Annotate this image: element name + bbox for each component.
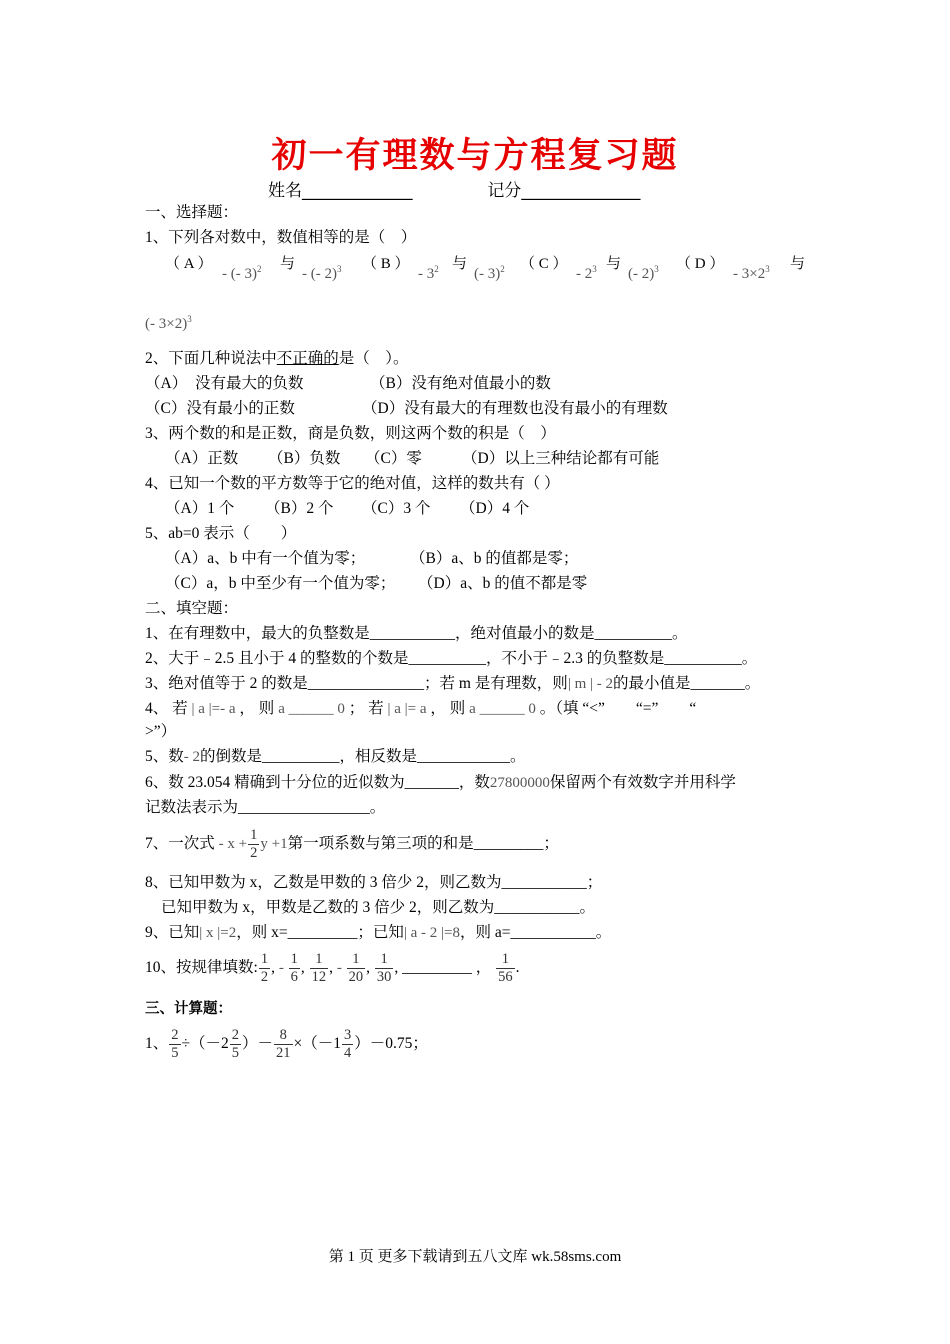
q3-1-frac4: $\frac{3}{4}$: [344, 1026, 352, 1061]
q1-3-option-d: （D）以上三种结论都有可能: [462, 450, 660, 467]
q2-10-comma: ,: [271, 959, 279, 976]
name-score-row: [268, 176, 640, 201]
q2-7: 7、一次式 - x + $\frac{1}{2}$ y +1第一项系数与第三项的和是_________；: [145, 826, 559, 861]
q2-10-fraction: $\frac{1}{2}$: [260, 950, 269, 985]
q1-2-option-a: （A） 没有最大的负数: [145, 375, 304, 392]
q2-10-fraction: $\frac{1}{30}$: [376, 950, 392, 985]
q1-3-option-a: （A）正数: [165, 450, 239, 467]
q2-6: 6、数 23.054 精确到十分位的近似数为_______，数27800000保留两个有效数字并用科学: [145, 774, 736, 791]
q1-1-expr-c1: - $2^3$: [576, 264, 597, 282]
q2-10-fraction: $\frac{1}{20}$: [348, 950, 364, 985]
q1-3-option-b: （B）负数: [268, 450, 341, 467]
q1-5-option-c: （C）a，b 中至少有一个值为零；: [165, 575, 396, 592]
q2-9: 9、已知| x |=2，则 x=_________；已知| a - 2 |=8，则 a=___________。: [145, 924, 612, 941]
q2-1: 1、在有理数中，最大的负整数是___________，绝对值最小的数是__________。: [145, 625, 688, 642]
q1-1-option-d: （ D ）: [676, 256, 725, 272]
q3-1: 1、 $\frac{2}{5}$ ÷（－2 $\frac{2}{5}$ ）－ $\frac{8}{21}$ ×（－1 $\frac{3}{4}$ ）－0.75；: [145, 1026, 428, 1061]
section3-heading: 三、计算题：: [145, 1001, 232, 1017]
q1-5-option-a: （A）a、b 中有一个值为零；: [165, 550, 366, 567]
q1-2-option-c: （C）没有最小的正数: [145, 400, 295, 417]
q2-10: 10、按规律填数: $\frac{1}{2}$ , - $\frac{1}{6}$ , $\frac{1}{12}$ , - $\frac{1}{20}$ , $\frac{1}{30}$ , _________ ， $\frac{1}{56}$ .: [145, 950, 520, 985]
q1-1-expr-c2: (- 2)$^3$: [628, 264, 659, 282]
q2-10-comma: ,: [300, 959, 309, 976]
q1-2-option-b: （B）没有绝对值最小的数: [370, 375, 551, 392]
q3-1-frac1: $\frac{2}{5}$: [171, 1026, 179, 1061]
name-blank[interactable]: _____________: [302, 181, 413, 201]
q2-10-sign: -: [336, 960, 346, 976]
q1-1-with-b: 与: [452, 256, 468, 272]
q2-10-comma: ,: [329, 959, 337, 976]
q1-5-option-b: （B）a、b 的值都是零；: [410, 550, 579, 567]
q1-4-option-b: （B）2 个: [265, 500, 334, 517]
q1-2-stem: 2、下面几种说法中不正确的是（ ）。: [145, 350, 409, 367]
q2-4-cont: >”）: [145, 723, 177, 740]
q1-1-with-c: 与: [606, 256, 622, 272]
q2-3: 3、绝对值等于 2 的数是_______________；若 m 是有理数，则| m | - 2的最小值是_______。: [145, 675, 761, 692]
q1-1-expr-a1: - (- 3)$^2$: [222, 264, 262, 282]
q1-1-option-b: （ B ）: [362, 256, 410, 272]
q2-10-fraction: $\frac{1}{6}$: [290, 950, 298, 985]
q2-7-fraction: $\frac{1}{2}$: [250, 826, 258, 861]
q1-1-expr-d2: (- 3×2)$^3$: [145, 314, 192, 332]
score-blank[interactable]: ______________: [521, 181, 641, 201]
q2-10-sequence: [258, 950, 403, 985]
q1-3-option-c: （C）零: [365, 450, 422, 467]
q1-1-with-d: 与: [790, 256, 806, 272]
q2-10-sign: -: [278, 960, 288, 976]
q2-6-cont: 记数法表示为_________________。: [145, 799, 386, 816]
q2-10-comma: ,: [366, 959, 374, 976]
q2-10-last-fraction: $\frac{1}{56}$: [498, 950, 513, 985]
q1-5-stem: 5、ab=0 表示（ ）: [145, 525, 297, 542]
q1-1-expr-d1: - $3\times 2^3$: [733, 264, 770, 282]
page-title: 初一有理数与方程复习题: [271, 135, 679, 176]
q2-10-comma: ,: [394, 959, 403, 976]
q1-4-option-c: （C）3 个: [362, 500, 431, 517]
q2-8-line1: 8、已知甲数为 x，乙数是甲数的 3 倍少 2，则乙数为___________；: [145, 874, 603, 891]
section1-heading: 一、选择题：: [145, 204, 239, 221]
section2-heading: 二、填空题：: [145, 600, 239, 617]
q1-2-option-d: （D）没有最大的有理数也没有最小的有理数: [362, 400, 668, 417]
q1-4-option-a: （A）1 个: [165, 500, 235, 517]
q1-1-expr-b1: - $3^2$: [418, 264, 439, 282]
q1-1-option-a: （ A ）: [165, 256, 213, 272]
q1-1-stem: 1、下列各对数中，数值相等的是（ ）: [145, 229, 417, 246]
score-label: 记分: [487, 181, 522, 201]
q1-1-with-a: 与: [280, 256, 296, 272]
q1-4-option-d: （D）4 个: [460, 500, 530, 517]
q1-1-expr-a2: - (- 2)$^3$: [302, 264, 342, 282]
page-footer: 第 1 页 更多下载请到五八文库 wk.58sms.com: [328, 1249, 622, 1265]
q3-1-frac3: $\frac{8}{21}$: [276, 1026, 291, 1061]
q1-1-option-c: （ C ）: [520, 256, 568, 272]
q1-5-option-d: （D）a、b 的值不都是零: [418, 575, 588, 592]
q2-10-fraction: $\frac{1}{12}$: [311, 950, 327, 985]
q2-2: 2、大于﹣2.5 且小于 4 的整数的个数是__________，不小于﹣2.3 的负整数是__________。: [145, 650, 758, 667]
q1-4-stem: 4、已知一个数的平方数等于它的绝对值，这样的数共有（ ）: [145, 475, 560, 492]
q2-5: 5、数- 2的倒数是__________，相反数是____________。: [145, 748, 526, 765]
q1-1-expr-b2: (- 3)$^2$: [474, 264, 505, 282]
q1-3-stem: 3、两个数的和是正数，商是负数，则这两个数的积是（ ）: [145, 425, 556, 442]
name-label: 姓名: [268, 181, 302, 201]
q2-8-line2: 已知甲数为 x，甲数是乙数的 3 倍少 2，则乙数为___________。: [161, 899, 596, 916]
q3-1-frac2: $\frac{2}{5}$: [231, 1026, 240, 1061]
q2-4: 4、 若 | a |=- a ， 则 a ______ 0 ； 若 | a |= a ， 则 a ______ 0 。（填 “<” “=” “: [145, 700, 697, 717]
